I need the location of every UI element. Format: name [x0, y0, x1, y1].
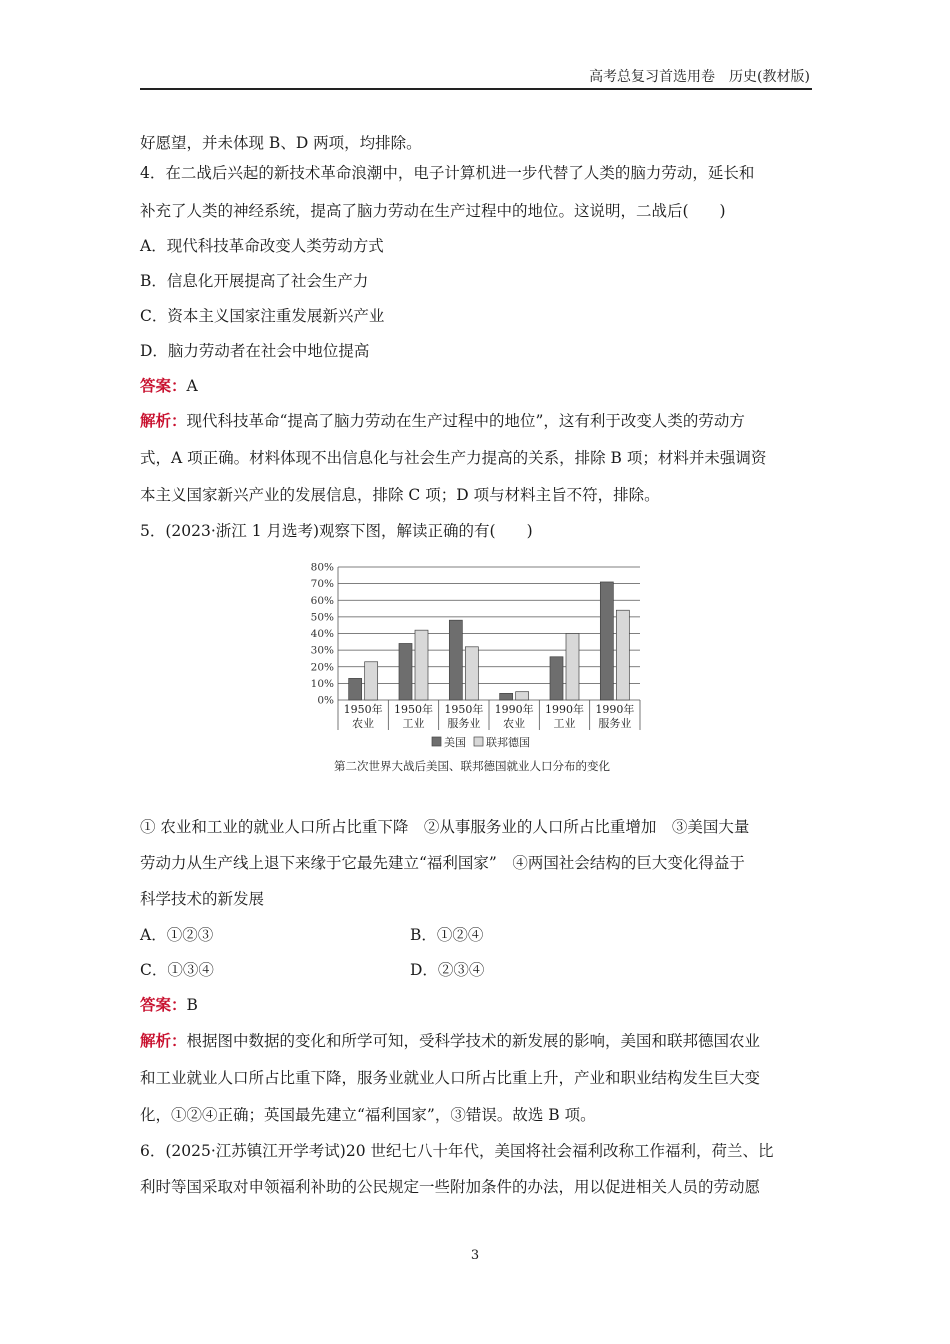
x-tick-label-year: 1950年: [343, 703, 383, 716]
text-line: 好愿望，并未体现 B、D 两项，均排除。: [140, 134, 422, 152]
bar-west-germany: [415, 630, 428, 700]
bar-usa: [600, 582, 613, 700]
explanation-text: 现代科技革命“提高了脑力劳动在生产过程中的地位”，这有利于改变人类的劳动方: [186, 412, 745, 430]
y-tick-label: 50%: [310, 611, 334, 624]
explanation-label: 解析：: [140, 411, 187, 430]
bar-usa: [399, 643, 412, 700]
question-4-stem-cont: 补充了人类的神经系统，提高了脑力劳动在生产过程中的地位。这说明，二战后( ): [140, 202, 726, 220]
x-tick-label-sector: 工业: [402, 717, 425, 730]
legend-label: 美国: [444, 736, 466, 749]
x-tick-label-sector: 农业: [503, 717, 526, 730]
y-tick-label: 0%: [317, 694, 334, 707]
y-tick-label: 10%: [310, 677, 334, 690]
statements-line-1: ① 农业和工业的就业人口所占比重下降 ②从事服务业的人口所占比重增加 ③美国大量: [140, 818, 750, 836]
question-6-stem: 6．(2025·江苏镇江开学考试)20 世纪七八十年代，美国将社会福利改称工作福利，荷兰、比: [140, 1142, 774, 1160]
explanation-label: 解析：: [140, 1031, 187, 1050]
bar-usa: [500, 693, 513, 700]
question-6-stem-cont: 利时等国采取对申领福利补助的公民规定一些附加条件的办法，用以促进相关人员的劳动愿: [140, 1178, 761, 1196]
bar-usa: [349, 678, 362, 700]
chart-svg: [290, 558, 650, 780]
explanation-5-cont: 和工业就业人口所占比重下降，服务业就业人口所占比重上升，产业和职业结构发生巨大变: [140, 1069, 761, 1087]
bar-west-germany: [616, 610, 629, 700]
option-4a: A．现代科技革命改变人类劳动方式: [140, 237, 384, 255]
bar-usa: [449, 620, 462, 700]
answer-value: B: [186, 996, 198, 1014]
option-5c: C．①③④: [140, 961, 214, 979]
legend-swatch: [474, 737, 483, 746]
option-4d: D．脑力劳动者在社会中地位提高: [140, 342, 370, 360]
legend-swatch: [432, 737, 441, 746]
answer-4: [140, 375, 198, 397]
page-number: 3: [470, 1248, 480, 1263]
x-tick-label-sector: 工业: [553, 717, 576, 730]
y-tick-label: 60%: [310, 594, 334, 607]
bar-west-germany: [465, 647, 478, 700]
x-tick-label-year: 1990年: [545, 703, 584, 716]
x-tick-label-sector: 服务业: [447, 717, 481, 730]
statements-line-2: 劳动力从生产线上退下来缘于它最先建立“福利国家” ④两国社会结构的巨大变化得益于: [140, 854, 745, 872]
question-5-stem: 5．(2023·浙江 1 月选考)观察下图，解读正确的有( ): [140, 522, 533, 540]
bar-west-germany: [516, 692, 529, 700]
x-tick-label-year: 1990年: [595, 703, 635, 716]
x-tick-label-year: 1950年: [394, 703, 433, 716]
y-tick-label: 80%: [310, 561, 334, 574]
x-tick-label-year: 1990年: [494, 703, 534, 716]
explanation-5: [140, 1030, 760, 1052]
bar-west-germany: [365, 662, 378, 700]
explanation-4-cont: 式，A 项正确。材料体现不出信息化与社会生产力提高的关系，排除 B 项；材料并未强调资: [140, 449, 767, 467]
x-tick-label-year: 1950年: [444, 703, 484, 716]
explanation-4-cont2: 本主义国家新兴产业的发展信息，排除 C 项；D 项与材料主旨不符，排除。: [140, 486, 660, 504]
option-5d: D．②③④: [410, 961, 485, 979]
explanation-4: [140, 410, 745, 432]
chart-title: 第二次世界大战后美国、联邦德国就业人口分布的变化: [334, 759, 610, 773]
y-tick-label: 30%: [310, 644, 334, 657]
answer-label: 答案：: [140, 376, 187, 395]
employment-chart: [290, 558, 650, 780]
explanation-5-cont2: 化，①②④正确；英国最先建立“福利国家”，③错误。故选 B 项。: [140, 1106, 596, 1124]
answer-5: [140, 994, 198, 1016]
y-tick-label: 70%: [310, 578, 334, 591]
statements-line-3: 科学技术的新发展: [140, 890, 265, 908]
option-5b: B．①②④: [410, 926, 484, 944]
option-4c: C．资本主义国家注重发展新兴产业: [140, 307, 385, 325]
explanation-text: 根据图中数据的变化和所学可知，受科学技术的新发展的影响，美国和联邦德国农业: [186, 1032, 761, 1050]
x-tick-label-sector: 农业: [352, 717, 375, 730]
question-4-stem: 4．在二战后兴起的新技术革命浪潮中，电子计算机进一步代替了人类的脑力劳动，延长和: [140, 164, 755, 182]
x-tick-label-sector: 服务业: [598, 717, 632, 730]
y-tick-label: 20%: [310, 661, 334, 674]
y-tick-label: 40%: [310, 628, 334, 640]
bar-usa: [550, 657, 563, 700]
option-4b: B．信息化开展提高了社会生产力: [140, 272, 369, 290]
answer-value: A: [186, 377, 198, 395]
answer-label: 答案：: [140, 995, 187, 1014]
header-title: 高考总复习首选用卷 历史(教材版): [589, 69, 810, 85]
page-header: [140, 60, 812, 90]
option-5a: A．①②③: [140, 926, 214, 944]
legend-label: 联邦德国: [486, 736, 530, 749]
bar-west-germany: [566, 634, 579, 701]
